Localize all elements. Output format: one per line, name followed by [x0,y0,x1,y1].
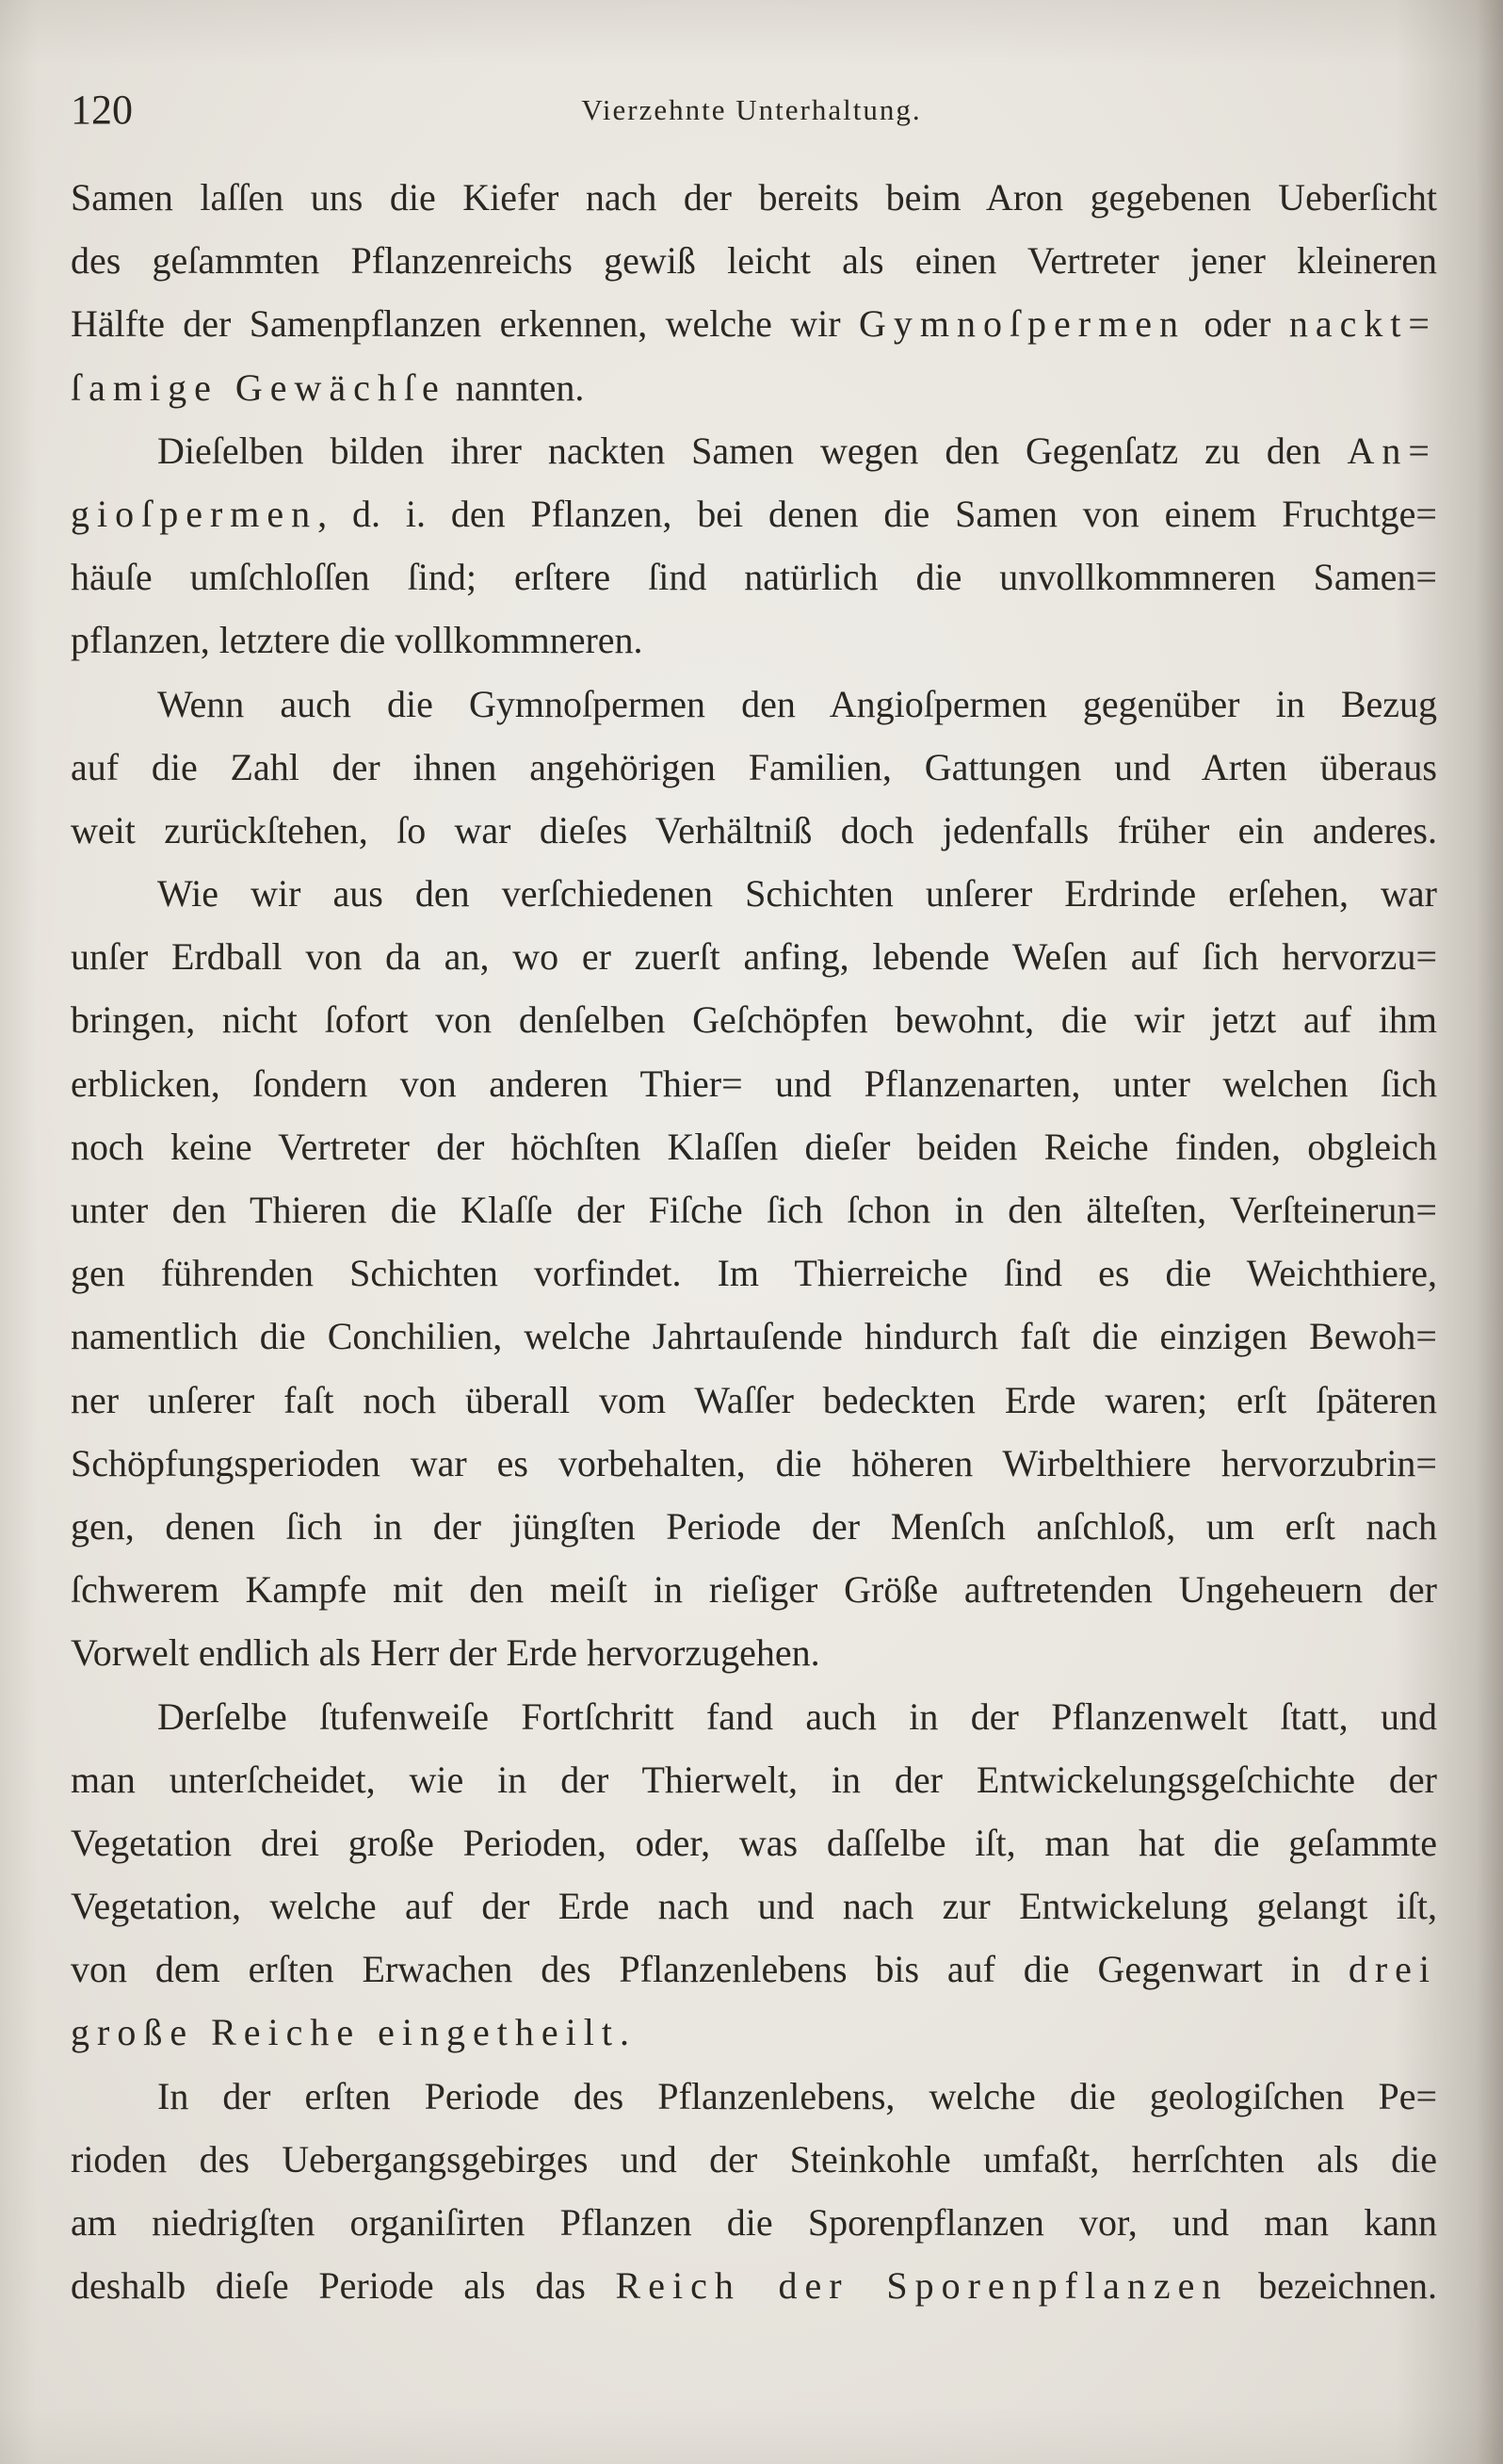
text-line [71,862,1437,925]
spaced-emphasis: Gymnoſpermen [858,302,1186,346]
text-line [71,1115,1437,1178]
text-line-content [71,1315,1437,1357]
text-line [71,1052,1437,1115]
text-line-content [71,302,1437,345]
text-line [71,545,1437,608]
text-segment: pflanzen, letztere die vollkommneren. [71,619,643,662]
text-line-content [71,1631,820,1674]
text-line [71,925,1437,988]
running-title: Vierzehnte Unterhaltung. [581,93,922,126]
text-line-content [157,1695,1437,1738]
paragraph [71,2065,1437,2318]
spaced-emphasis: Reich der Sporenpflanzen [615,2264,1229,2308]
text-segment: Samen laſſen uns die Kiefer nach der bereits beim Aron gegebenen Ueberſicht [71,176,1437,219]
text-line [71,988,1437,1051]
text-line [71,799,1437,862]
text-line [71,1369,1437,1432]
text-line [71,356,1437,419]
text-segment: erblicken, ſondern von anderen Thier= und Pflanzenarten, unter welchen ſich [71,1062,1437,1105]
spaced-emphasis: große Reiche eingetheilt. [71,2011,637,2054]
spaced-emphasis: nackt= [1288,302,1437,346]
text-segment: gen, denen ſich in der jüngſten Periode der Menſch anſchloß, um erſt nach [71,1504,1437,1548]
text-segment: deshalb dieſe Periode als das [71,2264,616,2308]
text-line [71,2001,1437,2064]
text-line-content [71,998,1437,1041]
text-segment: ner unſerer faſt noch überall vom Waſſer bedeckten Erde waren; erſt ſpäteren [71,1378,1437,1421]
text-line [71,2065,1437,2128]
text-line-content [71,2138,1437,2180]
text-line [71,292,1437,355]
text-line-content [71,1948,1437,1990]
paragraph [71,419,1437,673]
text-segment: häuſe umſchloſſen ſind; erſtere ſind natürlich die unvollkommneren Samen= [71,556,1437,599]
text-segment: ſchwerem Kampfe mit den meiſt in rieſiger Größe auftretenden Ungeheuern der [71,1568,1437,1612]
text-line-content [71,1126,1437,1168]
paragraph [71,1685,1437,2065]
spaced-emphasis: drei [1348,1948,1437,1991]
text-line [71,1748,1437,1811]
text-segment: Derſelbe ſtufenweiſe Fortſchritt fand auch in der Pflanzenwelt ſtatt, und [157,1694,1437,1738]
text-line-content [71,1379,1437,1421]
text-line [71,1874,1437,1937]
text-body [71,166,1437,2317]
text-segment: des geſammten Pflanzenreichs gewiß leicht als einen Vertreter jener kleineren [71,239,1437,283]
text-segment: Vegetation drei große Perioden, oder, was daſſelbe iſt, man hat die geſammte [71,1821,1437,1864]
text-line [71,1811,1437,1874]
text-line-content [71,1505,1437,1548]
text-segment: gen führenden Schichten vorfindet. Im Thierreiche ſind es die Weichthiere, [71,1252,1437,1295]
text-segment: man unterſcheidet, wie in der Thierwelt, in der Entwickelungsgeſchichte der [71,1758,1437,1801]
text-segment: Schöpfungsperioden war es vorbehalten, die höheren Wirbelthiere hervorzubrin= [71,1441,1437,1484]
text-line [71,166,1437,229]
text-line-content [71,366,584,409]
text-segment: Hälfte der Samenpflanzen erkennen, welche wir [71,302,859,346]
text-segment: unter den Thieren die Klaſſe der Fiſche ſich ſchon in den älteſten, Verſteinerun= [71,1189,1437,1231]
text-segment: Vorwelt endlich als Herr der Erde hervorzugehen. [71,1631,820,1675]
text-line [71,482,1437,545]
text-line-content [71,493,1437,535]
text-segment: Wie wir aus den verſchiedenen Schichten unſerer Erdrinde erſehen, war [157,872,1437,916]
text-line-content [157,683,1437,725]
text-line [71,1432,1437,1495]
text-line [71,419,1437,482]
text-line-content [71,619,643,661]
text-line-content [71,1822,1437,1864]
text-line [71,1178,1437,1241]
spaced-emphasis: ſamige Gewächſe [71,365,446,409]
text-line [71,1621,1437,1684]
text-line-content [71,556,1437,598]
paragraph [71,673,1437,863]
text-segment: noch keine Vertreter der höchſten Klaſſen dieſer beiden Reiche finden, obgleich [71,1125,1437,1168]
text-line-content [71,1189,1437,1231]
text-line [71,2128,1437,2191]
text-segment: rioden des Uebergangsgebirges und der Steinkohle umfaßt, herrſchten als die [71,2137,1437,2180]
text-line-content [71,809,1437,851]
text-segment: oder [1186,302,1289,346]
text-line-content [71,2201,1437,2244]
text-segment: In der erſten Periode des Pflanzenlebens, welche die geologiſchen Pe= [157,2074,1437,2117]
text-line [71,2254,1437,2317]
text-line-content [157,872,1437,915]
text-line [71,2191,1437,2254]
spaced-emphasis: gioſpermen [71,492,318,535]
text-segment: Wenn auch die Gymnoſpermen den Angioſpermen gegenüber in Bezug [157,682,1437,725]
text-line [71,1305,1437,1368]
text-line-content [71,176,1437,219]
text-line [71,1241,1437,1305]
text-line [71,736,1437,799]
text-line-content [71,2011,637,2053]
text-line [71,673,1437,736]
text-line-content [71,1568,1437,1611]
text-line-content [71,1252,1437,1294]
text-line-content [71,746,1437,788]
text-line-content [71,1442,1437,1484]
paragraph [71,862,1437,1684]
text-line-content [71,2264,1437,2307]
text-line [71,1685,1437,1748]
text-line-content [71,1759,1437,1801]
text-line-content [157,2075,1437,2117]
text-segment: am niedrigſten organiſirten Pflanzen die Sporenpflanzen vor, und man kann [71,2201,1437,2244]
text-line [71,1558,1437,1621]
text-line-content [71,1885,1437,1927]
page-number: 120 [71,87,133,133]
text-segment: bringen, nicht ſofort von denſelben Geſchöpfen bewohnt, die wir jetzt auf ihm [71,998,1437,1042]
text-segment: , d. i. den Pflanzen, bei denen die Samen von einem Fruchtge= [317,492,1437,535]
text-segment: bezeichnen. [1228,2264,1437,2308]
text-segment: von dem erſten Erwachen des Pflanzenlebens bis auf die Gegenwart in [71,1948,1349,1991]
text-line-content [71,1062,1437,1105]
text-line-content [71,935,1437,978]
text-segment: Dieſelben bilden ihrer nackten Samen wegen den Gegenſatz zu den [157,429,1348,472]
text-line [71,1495,1437,1558]
text-segment: nannten. [445,365,585,409]
text-line-content [157,430,1437,472]
spaced-emphasis: An= [1347,429,1437,472]
text-segment: auf die Zahl der ihnen angehörigen Familien, Gattungen und Arten überaus [71,745,1437,788]
text-line [71,1937,1437,2001]
paragraph [71,166,1437,419]
text-segment: weit zurückſtehen, ſo war dieſes Verhältniß doch jedenfalls früher ein anderes. [71,808,1437,851]
text-line [71,229,1437,292]
text-line-content [71,239,1437,282]
text-segment: namentlich die Conchilien, welche Jahrtauſende hindurch faſt die einzigen Bewoh= [71,1315,1437,1358]
text-segment: unſer Erdball von da an, wo er zuerſt anfing, lebende Weſen auf ſich hervorzu= [71,935,1437,979]
text-segment: Vegetation, welche auf der Erde nach und nach zur Entwickelung gelangt iſt, [71,1885,1437,1928]
text-line [71,608,1437,672]
